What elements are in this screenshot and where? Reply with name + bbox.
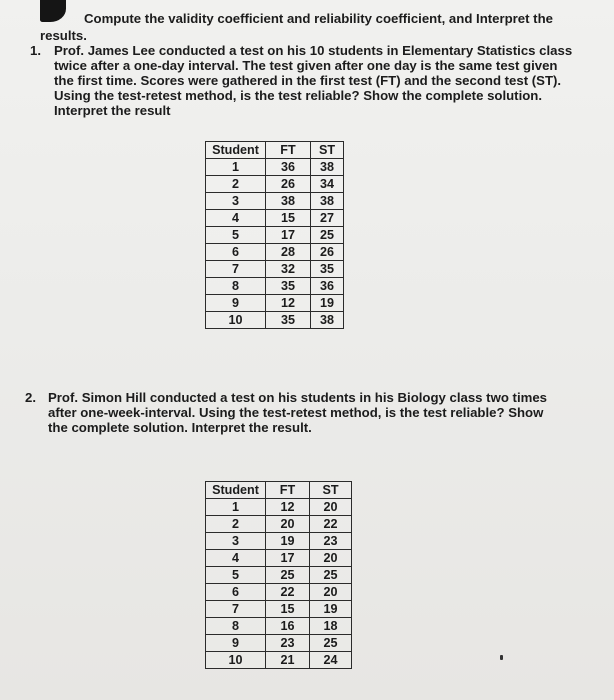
cell-ft: 32: [266, 261, 311, 278]
header-student: Student: [206, 482, 266, 499]
cell-student: 5: [206, 227, 266, 244]
cell-student: 2: [206, 176, 266, 193]
question-1-line: the first time. Scores were gathered in the first test (FT) and the second test (ST).: [54, 73, 562, 88]
question-2-number: 2.: [25, 390, 36, 405]
table-row: [206, 244, 344, 261]
table-row: [206, 652, 352, 669]
cell-st: 19: [311, 295, 344, 312]
cell-ft: 35: [266, 312, 311, 329]
cell-student: 4: [206, 210, 266, 227]
question-2-line: after one-week-interval. Using the test-retest method, is the test reliable? Show: [48, 405, 544, 420]
cell-student: 3: [206, 533, 266, 550]
cell-student: 10: [206, 652, 266, 669]
cell-st: 27: [311, 210, 344, 227]
table-row: [206, 635, 352, 652]
cell-student: 6: [206, 244, 266, 261]
cell-ft: 35: [266, 278, 311, 295]
cell-st: 20: [310, 499, 352, 516]
cell-st: 38: [311, 193, 344, 210]
table-header-row: [206, 142, 344, 159]
table-row: [206, 601, 352, 618]
cell-ft: 19: [266, 533, 310, 550]
table-row: [206, 567, 352, 584]
cell-student: 7: [206, 601, 266, 618]
dark-corner-blot: [40, 0, 66, 22]
pen-mark: [500, 655, 503, 660]
cell-ft: 36: [266, 159, 311, 176]
cell-student: 1: [206, 499, 266, 516]
question-2-text: [48, 390, 547, 435]
cell-ft: 22: [266, 584, 310, 601]
cell-ft: 15: [266, 210, 311, 227]
question-2-score-table: [205, 481, 352, 669]
cell-ft: 17: [266, 227, 311, 244]
cell-ft: 12: [266, 295, 311, 312]
question-2-line: Prof. Simon Hill conducted a test on his students in his Biology class two times: [48, 390, 548, 405]
table-row: [206, 533, 352, 550]
cell-student: 4: [206, 550, 266, 567]
cell-student: 2: [206, 516, 266, 533]
question-1: [30, 43, 573, 118]
cell-student: 8: [206, 618, 266, 635]
table-row: [206, 159, 344, 176]
table-row: [206, 176, 344, 193]
cell-st: 22: [310, 516, 352, 533]
cell-st: 20: [310, 550, 352, 567]
cell-ft: 21: [266, 652, 310, 669]
cell-st: 25: [310, 567, 352, 584]
question-2-line: the complete solution. Interpret the result.: [48, 420, 312, 435]
cell-ft: 12: [266, 499, 310, 516]
table-row: [206, 584, 352, 601]
question-2: [25, 390, 548, 435]
table-row: [206, 210, 344, 227]
cell-student: 9: [206, 295, 266, 312]
cell-ft: 38: [266, 193, 311, 210]
cell-st: 36: [311, 278, 344, 295]
table-row: [206, 261, 344, 278]
cell-ft: 28: [266, 244, 311, 261]
table-header-row: [206, 482, 352, 499]
question-1-line: Prof. James Lee conducted a test on his 10 students in Elementary Statistics class: [54, 43, 573, 58]
question-1-number: 1.: [30, 43, 41, 58]
cell-student: 3: [206, 193, 266, 210]
cell-st: 38: [311, 159, 344, 176]
cell-ft: 26: [266, 176, 311, 193]
cell-student: 6: [206, 584, 266, 601]
cell-ft: 20: [266, 516, 310, 533]
table-row: [206, 499, 352, 516]
table-row: [206, 295, 344, 312]
cell-st: 24: [310, 652, 352, 669]
header-st: ST: [311, 142, 344, 159]
cell-st: 35: [311, 261, 344, 278]
cell-student: 5: [206, 567, 266, 584]
header-st: ST: [310, 482, 352, 499]
cell-st: 25: [311, 227, 344, 244]
cell-student: 7: [206, 261, 266, 278]
question-1-line: twice after a one-day interval. The test given after one day is the same test given: [54, 58, 558, 73]
cell-ft: 17: [266, 550, 310, 567]
cell-st: 26: [311, 244, 344, 261]
cell-ft: 25: [266, 567, 310, 584]
cell-st: 23: [310, 533, 352, 550]
cell-student: 9: [206, 635, 266, 652]
question-1-score-table: [205, 141, 344, 329]
question-1-text: [54, 43, 572, 118]
cell-ft: 15: [266, 601, 310, 618]
header-ft: FT: [266, 482, 310, 499]
cell-st: 25: [310, 635, 352, 652]
table-row: [206, 618, 352, 635]
intro-line-2: results.: [40, 28, 87, 43]
question-1-line: Interpret the result: [54, 103, 171, 118]
cell-st: 20: [310, 584, 352, 601]
intro-line-1: Compute the validity coefficient and reliability coefficient, and Interpret the: [84, 11, 553, 26]
question-1-line: Using the test-retest method, is the test reliable? Show the complete solution.: [54, 88, 543, 103]
header-student: Student: [206, 142, 266, 159]
cell-student: 1: [206, 159, 266, 176]
cell-st: 38: [311, 312, 344, 329]
table-row: [206, 516, 352, 533]
table-row: [206, 550, 352, 567]
cell-st: 19: [310, 601, 352, 618]
cell-student: 8: [206, 278, 266, 295]
table-row: [206, 278, 344, 295]
cell-ft: 16: [266, 618, 310, 635]
table-row: [206, 312, 344, 329]
cell-st: 18: [310, 618, 352, 635]
table-row: [206, 227, 344, 244]
cell-student: 10: [206, 312, 266, 329]
header-ft: FT: [266, 142, 311, 159]
cell-st: 34: [311, 176, 344, 193]
table-row: [206, 193, 344, 210]
cell-ft: 23: [266, 635, 310, 652]
